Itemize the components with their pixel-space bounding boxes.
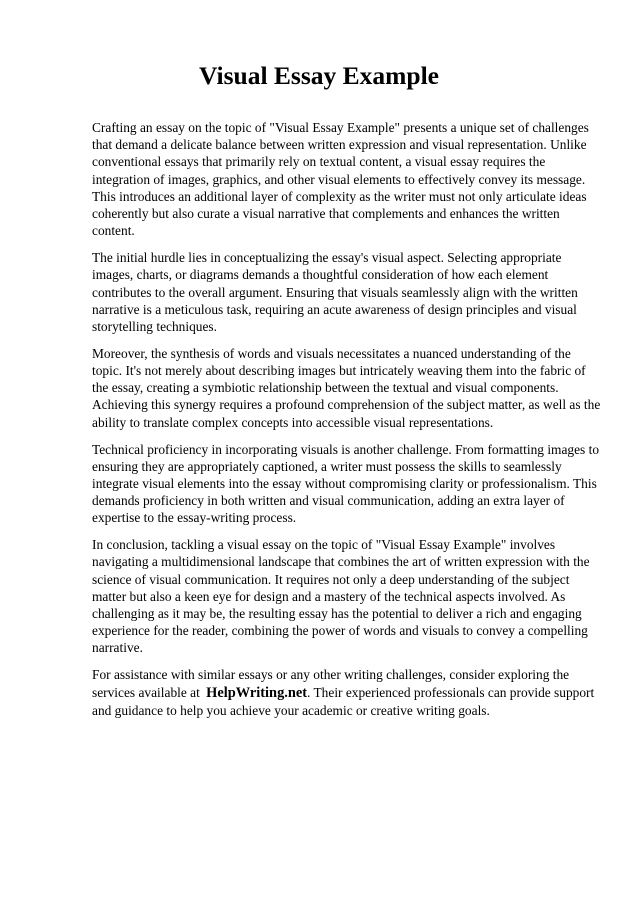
paragraph-initial-hurdle: The initial hurdle lies in conceptualizing the essay's visual aspect. Selecting appropriate images, charts, or diagrams demands a thoughtful consideration of how each element contributes to the overall argument. Ensuring that visuals seamlessly align with the written narrative is a meticulous task, requiring an acute awareness of design principles and visual storytelling techniques.: [92, 250, 578, 334]
paragraph-intro: Crafting an essay on the topic of "Visual Essay Example" presents a unique set of challenges that demand a delicate balance between written expression and visual representation. Unlike conventional essays that primarily rely on textual content, a visual essay requires the integration of images, graphics, and other visual elements to effectively convey its message. This introduces an additional layer of complexity as the writer must not only articulate ideas coherently but also curate a visual narrative that complements and enhances the written content.: [92, 120, 589, 239]
page-title: Visual Essay Example: [199, 61, 439, 90]
paragraph-synthesis: Moreover, the synthesis of words and visuals necessitates a nuanced understanding of the topic. It's not merely about describing images but intricately weaving them into the fabric of the essay, creating a symbiotic relationship between the textual and visual components. Achieving this synergy requires a profound comprehension of the subject matter, as well as the ability to translate complex concepts into accessible visual representations.: [92, 345, 601, 430]
closing-text-before-link: For assistance with similar essays or any other writing challenges, consider exploring the services available at: [92, 667, 570, 700]
essay-body: [92, 119, 604, 729]
paragraph-technical-proficiency: Technical proficiency in incorporating visuals is another challenge. From formatting images to ensuring they are appropriately captioned, a writer must possess the skills to seamlessly integrate visual elements into the essay without compromising clarity or professionalism. This demands proficiency in both written and visual communication, adding an extra layer of expertise to the essay-writing process.: [92, 441, 600, 526]
paragraph-closing: [92, 666, 604, 719]
paragraph-conclusion: In conclusion, tackling a visual essay on the topic of "Visual Essay Example" involves navigating a multidimensional landscape that combines the art of written expression with the science of visual communication. It requires not only a deep understanding of the subject matter but also a keen eye for design and a mastery of the technical aspects involved. As challenging as it may be, the resulting essay has the potential to deliver a rich and engaging experience for the reader, combining the power of words and visuals to convey a compelling narrative.: [92, 537, 590, 656]
closing-text-after-link: . Their experienced professionals can provide support and guidance to help you achieve your academic or creative writing goals.: [92, 684, 595, 718]
helpwriting-link[interactable]: HelpWriting.net: [206, 684, 308, 701]
